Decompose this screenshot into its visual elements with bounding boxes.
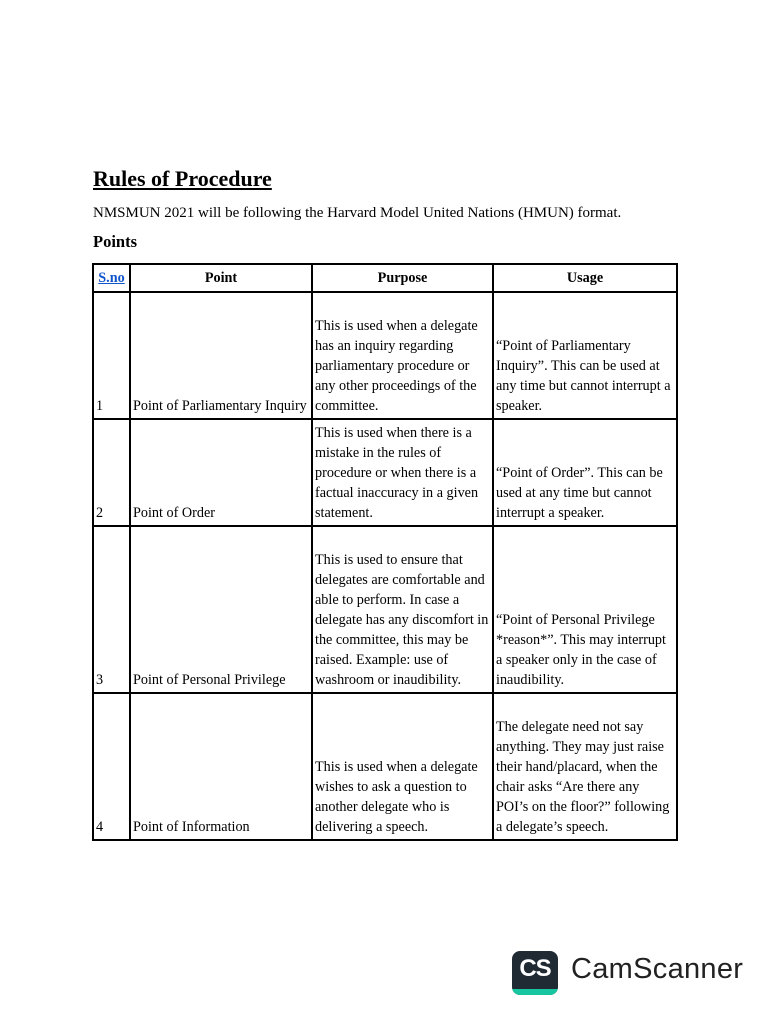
cell-purpose: This is used when there is a mistake in the rules of procedure or when there is a factual inaccuracy in a given statement. (312, 419, 493, 526)
table-row (93, 693, 677, 840)
table-header-row (93, 264, 677, 292)
cell-point: Point of Parliamentary Inquiry (130, 292, 312, 419)
logo-stripe (512, 989, 558, 995)
header-sno[interactable] (93, 264, 130, 292)
intro-paragraph: NMSMUN 2021 will be following the Harvard Model United Nations (HMUN) format. (93, 205, 622, 221)
cell-purpose: This is used to ensure that delegates are comfortable and able to perform. In case a delegate has any discomfort in the committee, this may be raised. Example: use of washroom or inaudibility. (312, 526, 493, 693)
cell-sno: 3 (93, 526, 130, 693)
cell-point: Point of Order (130, 419, 312, 526)
cell-usage: “Point of Parliamentary Inquiry”. This can be used at any time but cannot interrupt a speaker. (493, 292, 677, 419)
cell-usage: “Point of Personal Privilege *reason*”. This may interrupt a speaker only in the case of inaudibility. (493, 526, 677, 693)
points-table (92, 263, 678, 841)
camscanner-logo-icon (512, 951, 558, 995)
cell-purpose: This is used when a delegate wishes to ask a question to another delegate who is delivering a speech. (312, 693, 493, 840)
header-point: Point (130, 264, 312, 292)
table-row (93, 526, 677, 693)
cell-sno: 4 (93, 693, 130, 840)
header-usage: Usage (493, 264, 677, 292)
cell-purpose: This is used when a delegate has an inquiry regarding parliamentary procedure or any other proceedings of the committee. (312, 292, 493, 419)
cell-point: Point of Personal Privilege (130, 526, 312, 693)
table-row (93, 419, 677, 526)
cell-usage: The delegate need not say anything. They may just raise their hand/placard, when the chair asks “Are there any POI’s on the floor?” following a delegate’s speech. (493, 693, 677, 840)
document-title: Rules of Procedure (93, 166, 272, 191)
cell-point: Point of Information (130, 693, 312, 840)
cell-usage: “Point of Order”. This can be used at any time but cannot interrupt a speaker. (493, 419, 677, 526)
camscanner-brand: CamScanner (571, 953, 744, 985)
logo-text: CS (519, 955, 551, 982)
cell-sno: 1 (93, 292, 130, 419)
table-row (93, 292, 677, 419)
section-heading: Points (93, 232, 138, 251)
cell-sno: 2 (93, 419, 130, 526)
header-sno-link[interactable]: S.no (98, 270, 125, 286)
header-purpose: Purpose (312, 264, 493, 292)
